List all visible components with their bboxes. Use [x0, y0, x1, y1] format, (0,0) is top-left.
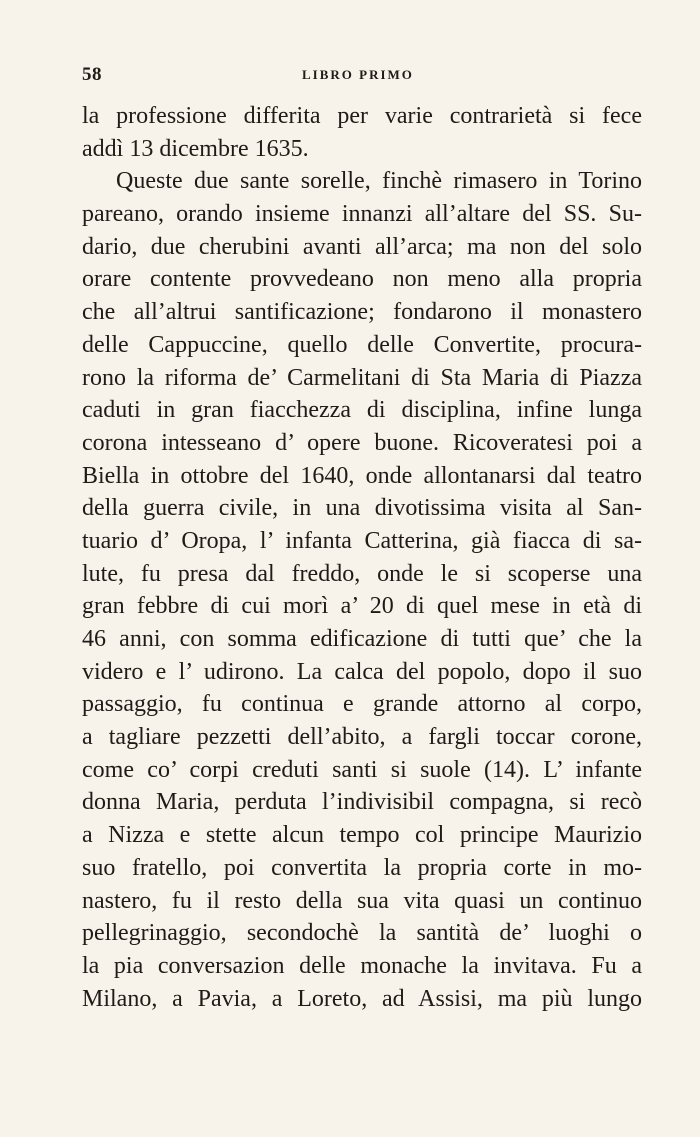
body-text: [82, 100, 642, 1015]
text-line: la pia conversazion delle monache la invitava. Fu a: [82, 952, 642, 979]
text-line: gran febbre di cui morì a’ 20 di quel mese in età di: [82, 593, 642, 620]
text-line: passaggio, fu continua e grande attorno al corpo,: [82, 691, 642, 718]
text-line: che all’altrui santificazione; fondarono il monastero: [82, 299, 642, 326]
text-line: della guerra civile, in una divotissima visita al San-: [82, 495, 642, 522]
text-line: come co’ corpi creduti santi si suole (14). L’ infante: [82, 756, 642, 783]
text-line: caduti in gran fiacchezza di disciplina, infine lunga: [82, 397, 642, 424]
text-line: a tagliare pezzetti dell’abito, a fargli toccar corone,: [82, 724, 642, 751]
text-line: videro e l’ udirono. La calca del popolo, dopo il suo: [82, 658, 642, 685]
text-line: Milano, a Pavia, a Loreto, ad Assisi, ma più lungo: [82, 985, 642, 1012]
text-line: pellegrinaggio, secondochè la santità de’ luoghi o: [82, 920, 642, 947]
text-line: orare contente provvedeano non meno alla propria: [82, 266, 642, 293]
text-line: suo fratello, poi convertita la propria corte in mo-: [82, 854, 642, 881]
text-line: 46 anni, con somma edificazione di tutti que’ che la: [82, 626, 642, 652]
text-line: a Nizza e stette alcun tempo col principe Maurizio: [82, 822, 642, 849]
text-line: lute, fu presa dal freddo, onde le si scoperse una: [82, 560, 642, 587]
text-line: Queste due sante sorelle, finchè rimasero in Torino: [116, 168, 642, 195]
text-line: donna Maria, perduta l’indivisibil compagna, si recò: [82, 789, 642, 816]
text-line: corona intesseano d’ opere buone. Ricoveratesi poi a: [82, 429, 642, 456]
text-line: la professione differita per varie contrarietà si fece: [82, 103, 642, 129]
running-head: LIBRO PRIMO: [302, 67, 414, 82]
text-line: tuario d’ Oropa, l’ infanta Catterina, già fiacca di sa-: [82, 527, 642, 554]
page-header: [82, 64, 642, 86]
text-line: addì 13 dicembre 1635.: [82, 135, 309, 162]
text-line: dario, due cherubini avanti all’arca; ma non del solo: [82, 233, 642, 260]
text-line: pareano, orando insieme innanzi all’altare del SS. Su-: [82, 201, 642, 228]
text-line: delle Cappuccine, quello delle Convertite, procura-: [82, 331, 642, 358]
page-number: 58: [82, 64, 102, 85]
text-line: nastero, fu il resto della sua vita quasi un continuo: [82, 887, 642, 914]
text-line: Biella in ottobre del 1640, onde allontanarsi dal teatro: [82, 462, 642, 489]
text-line: rono la riforma de’ Carmelitani di Sta Maria di Piazza: [82, 364, 642, 391]
